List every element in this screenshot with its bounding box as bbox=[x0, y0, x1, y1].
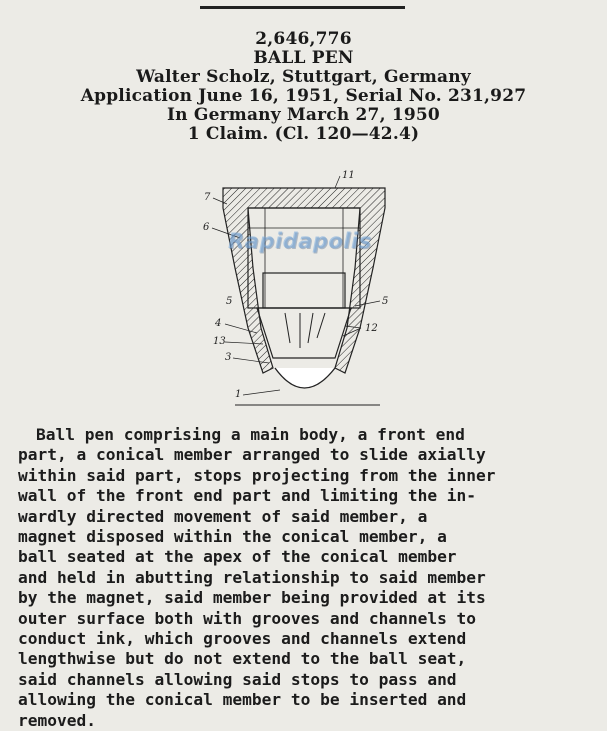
claim-line: wardly directed movement of said member, a bbox=[18, 506, 428, 526]
watermark-logo: Rapidapolis bbox=[228, 229, 372, 253]
claim-line: Ball pen comprising a main body, a front end bbox=[36, 425, 465, 444]
claim-line: allowing the conical member to be inserted and bbox=[18, 690, 467, 710]
label-1: 1 bbox=[235, 389, 242, 400]
ball-pen-svg bbox=[195, 168, 415, 413]
claim-line: said channels allowing said stops to pass and bbox=[18, 669, 457, 689]
ball-pen-drawing bbox=[195, 168, 415, 413]
label-5-left: 5 bbox=[226, 296, 233, 307]
patent-title: BALL PEN bbox=[253, 48, 354, 68]
magnet bbox=[263, 273, 345, 308]
claim-line: and held in abutting relationship to said member bbox=[18, 567, 486, 587]
label-4: 4 bbox=[215, 318, 222, 329]
label-3: 3 bbox=[225, 352, 232, 363]
housing-section bbox=[223, 188, 385, 373]
claim-line: wall of the front end part and limiting the in- bbox=[18, 486, 477, 506]
claim-line: within said part, stops projecting from the inner bbox=[18, 465, 496, 485]
label-7: 7 bbox=[204, 192, 211, 203]
label-6: 6 bbox=[203, 222, 210, 233]
claim-line: removed. bbox=[18, 710, 96, 730]
label-13: 13 bbox=[213, 336, 226, 347]
patent-inventor: Walter Scholz, Stuttgart, Germany bbox=[136, 67, 471, 87]
conical-member bbox=[257, 308, 351, 358]
top-rule bbox=[200, 6, 405, 9]
claim-line: outer surface both with grooves and channels to bbox=[18, 608, 477, 628]
patent-header bbox=[0, 30, 607, 144]
ball bbox=[275, 368, 335, 388]
claim-text bbox=[18, 425, 600, 731]
claim-line: magnet disposed within the conical member, a bbox=[18, 527, 447, 547]
patent-claims: 1 Claim. (Cl. 120—42.4) bbox=[187, 124, 420, 144]
patent-priority: In Germany March 27, 1950 bbox=[167, 105, 440, 125]
claim-line: conduct ink, which grooves and channels extend bbox=[18, 629, 467, 649]
claim-line: lengthwise but do not extend to the ball seat, bbox=[18, 649, 467, 669]
label-5-right: 5 bbox=[382, 296, 389, 307]
patent-number: 2,646,776 bbox=[255, 29, 352, 49]
claim-line: ball seated at the apex of the conical member bbox=[18, 547, 457, 567]
patent-application: Application June 16, 1951, Serial No. 231,927 bbox=[80, 86, 527, 106]
label-12: 12 bbox=[365, 323, 378, 334]
label-11: 11 bbox=[342, 170, 355, 181]
claim-line: part, a conical member arranged to slide axially bbox=[18, 445, 486, 465]
claim-line: by the magnet, said member being provided at its bbox=[18, 588, 486, 608]
